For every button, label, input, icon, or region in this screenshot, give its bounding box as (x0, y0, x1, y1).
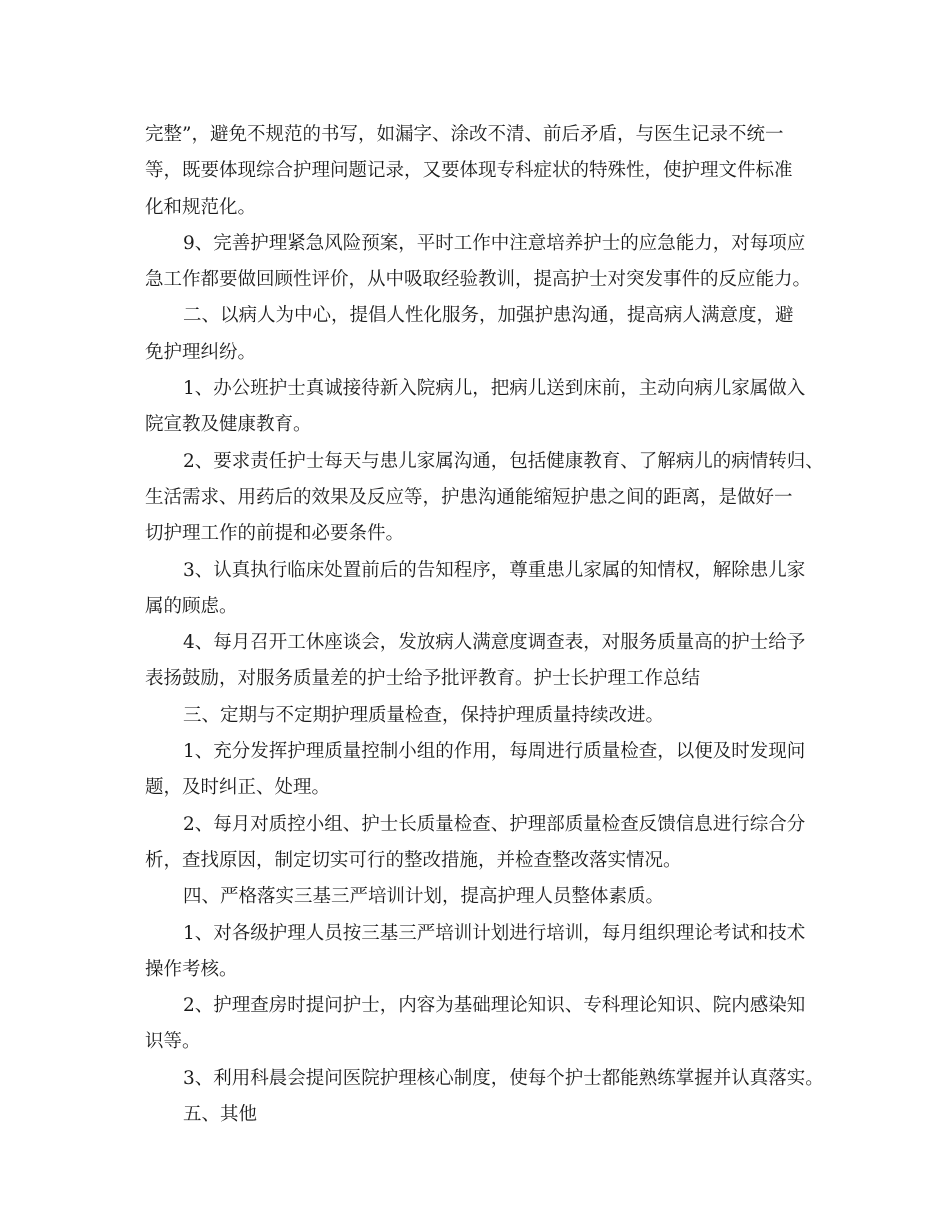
text-line: 1、对各级护理人员按三基三严培训计划进行培训，每月组织理论考试和技术 (183, 922, 806, 944)
text-line: 2、每月对质控小组、护士长质量检查、护理部质量检查反馈信息进行综合分 (183, 813, 806, 835)
text-line: 1、充分发挥护理质量控制小组的作用，每周进行质量检查，以便及时发现问 (183, 741, 806, 763)
document-body (145, 117, 825, 1133)
text-line: 9、完善护理紧急风险预案，平时工作中注意培养护士的应急能力，对每项应 (183, 232, 806, 254)
text-line: 析，查找原因，制定切实可行的整改措施，并检查整改落实情况。 (145, 849, 682, 871)
text-line: 五、其他 (183, 1104, 258, 1126)
text-line: 三、定期与不定期护理质量检查，保持护理质量持续改进。 (183, 704, 665, 726)
text-line: 生活需求、用药后的效果及反应等，护患沟通能缩短护患之间的距离，是做好一 (145, 486, 793, 508)
text-line: 急工作都要做回顾性评价，从中吸取经验教训，提高护士对突发事件的反应能力。 (145, 269, 812, 291)
text-line: 表扬鼓励，对服务质量差的护士给予批评教育。护士长护理工作总结 (145, 668, 701, 690)
text-line: 操作考核。 (145, 958, 238, 980)
text-line: 完整”，避免不规范的书写，如漏字、涂改不清、前后矛盾，与医生记录不统一 (145, 124, 784, 145)
text-line: 识等。 (145, 1031, 201, 1053)
text-line: 免护理纠纷。 (145, 341, 257, 363)
text-line: 3、认真执行临床处置前后的告知程序，尊重患儿家属的知情权，解除患儿家 (183, 559, 806, 581)
text-line: 2、护理查房时提问护士，内容为基础理论知识、专科理论知识、院内感染知 (183, 995, 806, 1017)
text-line: 四、严格落实三基三严培训计划，提高护理人员整体素质。 (183, 886, 665, 908)
text-line: 1、办公班护士真诚接待新入院病儿，把病儿送到床前，主动向病儿家属做入 (183, 378, 806, 400)
text-line: 4、每月召开工休座谈会，发放病人满意度调查表，对服务质量高的护士给予 (183, 632, 806, 654)
text-line: 二、以病人为中心，提倡人性化服务，加强护患沟通，提高病人满意度，避 (183, 305, 794, 327)
text-line: 2、要求责任护士每天与患儿家属沟通，包括健康教育、了解病儿的病情转归、 (183, 450, 824, 472)
text-line: 院宣教及健康教育。 (145, 414, 312, 436)
text-line: 化和规范化。 (145, 196, 257, 218)
text-line: 等，既要体现综合护理问题记录，又要体现专科症状的特殊性，使护理文件标准 (145, 160, 793, 182)
text-line: 题，及时纠正、处理。 (145, 777, 331, 799)
text-line: 属的顾虑。 (145, 595, 238, 617)
text-line: 切护理工作的前提和必要条件。 (145, 523, 405, 545)
text-line: 3、利用科晨会提问医院护理核心制度，使每个护士都能熟练掌握并认真落实。 (183, 1067, 824, 1089)
